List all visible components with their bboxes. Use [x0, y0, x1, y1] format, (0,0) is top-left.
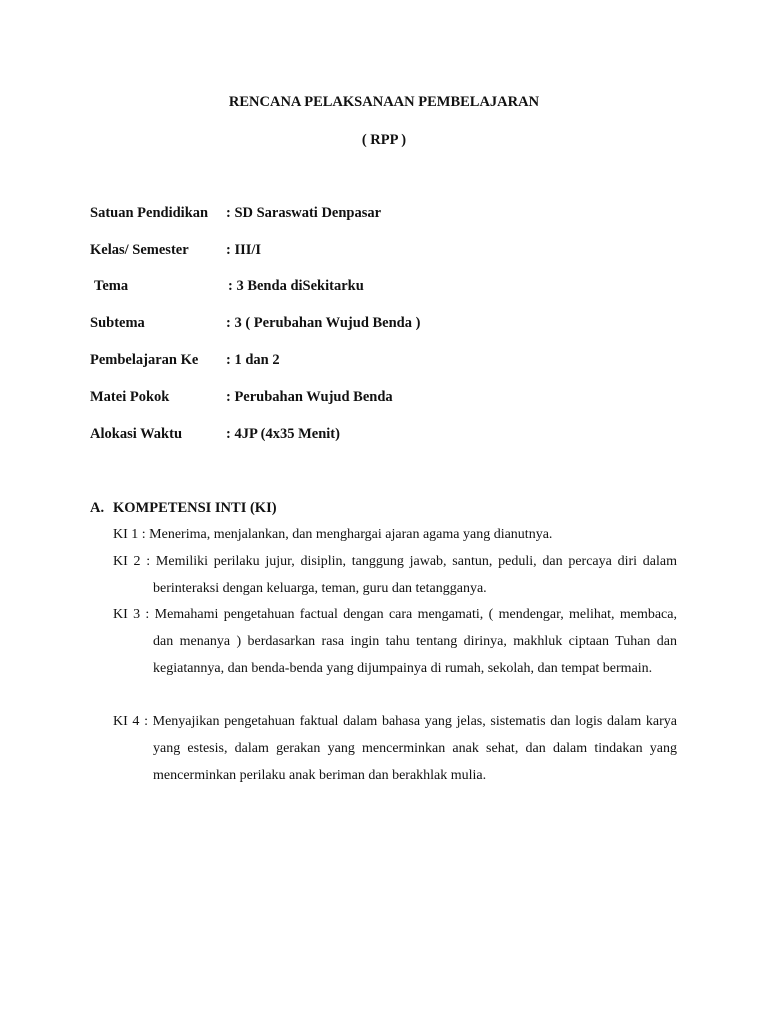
info-value: : 3 Benda diSekitarku	[228, 278, 364, 294]
info-value: : 3 ( Perubahan Wujud Benda )	[226, 315, 421, 331]
info-row-kelas-semester	[90, 242, 690, 262]
info-row-satuan-pendidikan	[90, 205, 690, 225]
info-label: Matei Pokok	[90, 389, 170, 405]
info-label: Kelas/ Semester	[90, 242, 189, 258]
ki-1-paragraph: KI 1 : Menerima, menjalankan, dan menghargai ajaran agama yang dianutnya.	[113, 527, 553, 542]
info-label: Pembelajaran Ke	[90, 352, 199, 368]
info-value: : 1 dan 2	[226, 352, 280, 368]
info-row-alokasi-waktu	[90, 426, 690, 446]
info-value: : Perubahan Wujud Benda	[226, 389, 393, 405]
info-value: : SD Saraswati Denpasar	[226, 205, 382, 221]
ki-2-paragraph: KI 2 : Memiliki perilaku jujur, disiplin, tanggung jawab, santun, peduli, dan percaya diri dalam berinteraksi dengan keluarga, teman, guru dan tetangganya.	[113, 554, 677, 596]
info-label: Subtema	[90, 315, 145, 331]
info-row-materi-pokok	[90, 389, 690, 409]
info-label: Satuan Pendidikan	[90, 205, 209, 221]
section-a-heading	[90, 500, 277, 517]
info-label: Alokasi Waktu	[90, 426, 183, 442]
info-row-tema	[90, 278, 690, 298]
info-value: : III/I	[226, 242, 262, 258]
document-title: RENCANA PELAKSANAAN PEMBELAJARAN	[228, 94, 540, 110]
info-row-subtema	[90, 315, 690, 335]
ki-4-paragraph: KI 4 : Menyajikan pengetahuan faktual dalam bahasa yang jelas, sistematis dan logis dalam karya yang estesis, dalam gerakan yang mencerminkan anak sehat, dan dalam tindakan yang mencerminkan perilaku anak beriman dan berakhlak mulia.	[113, 714, 677, 783]
section-letter: A.	[90, 500, 105, 516]
section-title: KOMPETENSI INTI (KI)	[113, 500, 277, 516]
info-row-pembelajaran-ke	[90, 352, 690, 372]
ki-3-paragraph: KI 3 : Memahami pengetahuan factual dengan cara mengamati, ( mendengar, melihat, membaca, dan menanya ) berdasarkan rasa ingin tahu tentang dirinya, makhluk ciptaan Tuhan dan kegiatannya, dan benda-benda yang dijumpainya di rumah, sekolah, dan tempat bermain.	[113, 607, 677, 676]
info-label: Tema	[94, 278, 129, 294]
info-value: : 4JP (4x35 Menit)	[226, 426, 340, 442]
document-subtitle: ( RPP )	[361, 132, 407, 148]
